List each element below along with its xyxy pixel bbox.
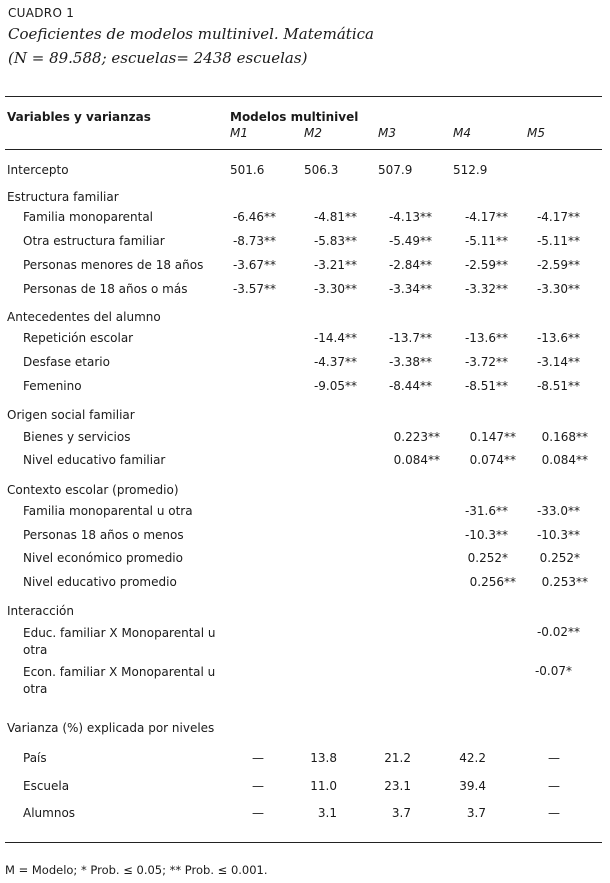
cell-value: -13.6**: [536, 331, 580, 345]
cell-value: -10.3**: [464, 528, 508, 542]
cell-value: -13.6**: [464, 331, 508, 345]
cell-value: 0.084**: [393, 453, 440, 467]
cell-value: -3.21**: [313, 258, 357, 272]
cell-value: —: [548, 779, 560, 793]
cell-value: -9.05**: [313, 379, 357, 393]
cell-value: -5.83**: [313, 234, 357, 248]
cell-value: -4.17**: [536, 210, 580, 224]
table-title: Coeficientes de modelos multinivel. Matemática: [8, 25, 374, 43]
cell-value: 21.2: [384, 751, 411, 765]
cell-value: 23.1: [384, 779, 411, 793]
column-header-models: Modelos multinivel: [230, 110, 359, 124]
row-label: Nivel educativo familiar: [23, 453, 166, 467]
section-title: Antecedentes del alumno: [7, 310, 161, 324]
cell-value: 0.252*: [467, 551, 508, 565]
cell-value: -2.59**: [464, 258, 508, 272]
cell-value: -4.17**: [464, 210, 508, 224]
cell-value: -4.81**: [313, 210, 357, 224]
cell-value: —: [252, 751, 264, 765]
cell-value: 13.8: [310, 751, 337, 765]
row-label: Alumnos: [23, 806, 76, 820]
cell-value: -3.32**: [464, 282, 508, 296]
row-label: Femenino: [23, 379, 82, 393]
model-header-m2: M2: [304, 126, 322, 140]
table-footnote: M = Modelo; * Prob. ≤ 0.05; ** Prob. ≤ 0.001.: [5, 863, 268, 877]
cell-value: -5.49**: [388, 234, 432, 248]
cell-value: -5.11**: [464, 234, 508, 248]
cell-value: -5.11**: [536, 234, 580, 248]
section-title: Estructura familiar: [7, 190, 119, 204]
cell-value: 0.074**: [469, 453, 516, 467]
row-label: Familia monoparental: [23, 210, 154, 224]
row-label: Repetición escolar: [23, 331, 134, 345]
row-label: Personas de 18 años o más: [23, 282, 188, 296]
cell-value: -6.46**: [232, 210, 276, 224]
cell-value: 3.1: [317, 806, 337, 820]
cell-value: -2.59**: [536, 258, 580, 272]
cell-value: 0.147**: [469, 430, 516, 444]
cell-value: -14.4**: [313, 331, 357, 345]
top-rule: [5, 96, 602, 97]
cell-value: -8.44**: [388, 379, 432, 393]
cell-value: -3.38**: [388, 355, 432, 369]
table-subtitle: (N = 89.588; escuelas= 2438 escuelas): [8, 49, 308, 67]
row-label: Familia monoparental u otra: [23, 504, 193, 518]
cell-value: -8.51**: [536, 379, 580, 393]
intercept-value: 506.3: [304, 163, 339, 177]
section-title: Contexto escolar (promedio): [7, 483, 179, 497]
row-label: Nivel educativo promedio: [23, 575, 177, 589]
cell-value: 39.4: [459, 779, 486, 793]
row-label: Econ. familiar X Monoparental u otra: [23, 665, 216, 696]
intercept-value: 512.9: [453, 163, 488, 177]
row-label: Educ. familiar X Monoparental u otra: [23, 626, 216, 657]
intercept-label: Intercepto: [7, 163, 69, 177]
cell-value: -3.34**: [388, 282, 432, 296]
bottom-rule: [5, 842, 602, 843]
row-label: Escuela: [23, 779, 70, 793]
cell-value: -10.3**: [536, 528, 580, 542]
cell-value: 0.168**: [541, 430, 588, 444]
cell-value: -3.67**: [232, 258, 276, 272]
cell-value: —: [548, 806, 560, 820]
table-caption: CUADRO 1: [8, 6, 75, 20]
row-label: Bienes y servicios: [23, 430, 131, 444]
cell-value: -3.14**: [536, 355, 580, 369]
section-title: Origen social familiar: [7, 408, 135, 422]
cell-value: -3.57**: [232, 282, 276, 296]
cell-value: 42.2: [459, 751, 486, 765]
cell-value: 0.256**: [469, 575, 516, 589]
cell-value: -0.07*: [534, 664, 572, 678]
intercept-value: 507.9: [378, 163, 413, 177]
model-header-m4: M4: [453, 126, 471, 140]
row-label: Personas 18 años o menos: [23, 528, 184, 542]
cell-value: 11.0: [310, 779, 337, 793]
row-label: País: [23, 751, 47, 765]
cell-value: -3.30**: [313, 282, 357, 296]
cell-value: —: [548, 751, 560, 765]
cell-value: 3.7: [391, 806, 411, 820]
model-header-m5: M5: [527, 126, 545, 140]
cell-value: -0.02**: [536, 625, 580, 639]
cell-value: -13.7**: [388, 331, 432, 345]
cell-value: 0.253**: [541, 575, 588, 589]
column-header-variables: Variables y varianzas: [7, 110, 151, 124]
cell-value: -8.51**: [464, 379, 508, 393]
intercept-value: 501.6: [230, 163, 265, 177]
section-title: Interacción: [7, 604, 74, 618]
cell-value: -3.30**: [536, 282, 580, 296]
cell-value: -8.73**: [232, 234, 276, 248]
model-header-m1: M1: [230, 126, 248, 140]
cell-value: 0.084**: [541, 453, 588, 467]
cell-value: —: [252, 806, 264, 820]
model-header-m3: M3: [378, 126, 396, 140]
row-label: Nivel económico promedio: [23, 551, 183, 565]
cell-value: 0.252*: [539, 551, 580, 565]
cell-value: 3.7: [466, 806, 486, 820]
cell-value: -4.37**: [313, 355, 357, 369]
cell-value: —: [252, 779, 264, 793]
row-label: Desfase etario: [23, 355, 110, 369]
header-rule: [5, 149, 602, 150]
cell-value: -2.84**: [388, 258, 432, 272]
section-title: Varianza (%) explicada por niveles: [7, 721, 215, 735]
cell-value: -31.6**: [464, 504, 508, 518]
row-label: Personas menores de 18 años: [23, 258, 204, 272]
cell-value: -4.13**: [388, 210, 432, 224]
cell-value: -33.0**: [536, 504, 580, 518]
cell-value: -3.72**: [464, 355, 508, 369]
cell-value: 0.223**: [393, 430, 440, 444]
row-label: Otra estructura familiar: [23, 234, 165, 248]
